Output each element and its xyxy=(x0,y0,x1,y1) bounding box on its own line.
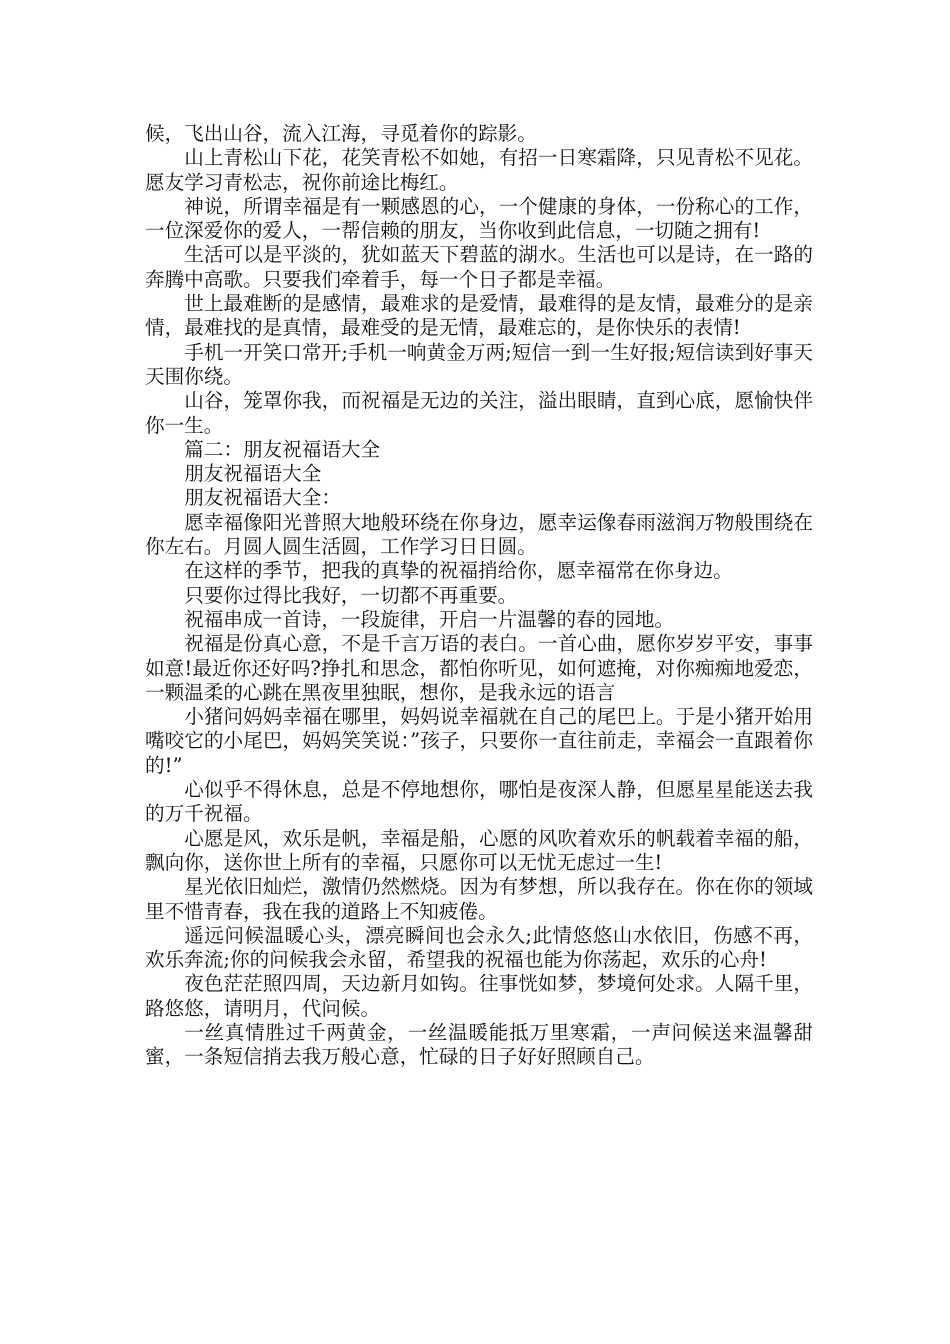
paragraph-16: 小猪问妈妈幸福在哪里，妈妈说幸福就在自己的尾巴上。于是小猪开始用嘴咬它的小尾巴，妈妈笑笑说：”孩子，只要你一直往前走，幸福会一直跟着你的!” xyxy=(145,705,813,777)
section-title: 朋友祝福语大全 xyxy=(184,462,322,486)
document-page xyxy=(145,122,813,1070)
paragraph-3: 神说，所谓幸福是有一颗感恩的心，一个健康的身体，一份称心的工作，一位深爱你的爱人，一帮信赖的朋友，当你收到此信息，一切随之拥有! xyxy=(145,194,813,243)
section-subtitle: 朋友祝福语大全： xyxy=(184,486,341,510)
paragraph-20: 遥远问候温暖心头，漂亮瞬间也会永久;此情悠悠山水依旧，伤感不再，欢乐奔流;你的问候我会永留，希望我的祝福也能为你荡起，欢乐的心舟! xyxy=(145,923,813,972)
paragraph-21: 夜色茫茫照四周，天边新月如钩。往事恍如梦，梦境何处求。人隔千里，路悠悠，请明月，代问候。 xyxy=(145,972,813,1020)
paragraph-2: 山上青松山下花，花笑青松不如她，有招一日寒霜降，只见青松不见花。愿友学习青松志，祝你前途比梅红。 xyxy=(145,146,813,194)
paragraph-17: 心似乎不得休息，总是不停地想你，哪怕是夜深人静，但愿星星能送去我的万千祝福。 xyxy=(145,778,813,826)
paragraph-7: 山谷，笼罩你我，而祝福是无边的关注，溢出眼睛，直到心底，愿愉快伴你一生。 xyxy=(145,389,813,437)
paragraph-15: 祝福是份真心意，不是千言万语的表白。一首心曲，愿你岁岁平安，事事如意!最近你还好吗?挣扎和思念，都怕你听见，如何遮掩，对你痴痴地爱恋，一颗温柔的心跳在黑夜里独眠，想你，是我永远的语言 xyxy=(145,632,813,704)
paragraph-6: 手机一开笑口常开;手机一响黄金万两;短信一到一生好报;短信读到好事天天围你绕。 xyxy=(145,340,813,388)
paragraph-5: 世上最难断的是感情，最难求的是爱情，最难得的是友情，最难分的是亲情，最难找的是真情，最难受的是无情，最难忘的，是你快乐的表情! xyxy=(145,292,813,340)
paragraph-14: 祝福串成一首诗，一段旋律，开启一片温馨的春的园地。 xyxy=(184,607,675,631)
paragraph-18: 心愿是风，欢乐是帆，幸福是船，心愿的风吹着欢乐的帆载着幸福的船，飘向你，送你世上所有的幸福，只愿你可以无忧无虑过一生! xyxy=(145,826,813,874)
paragraph-4: 生活可以是平淡的，犹如蓝天下碧蓝的湖水。生活也可以是诗，在一路的奔腾中高歌。只要我们牵着手，每一个日子都是幸福。 xyxy=(145,243,813,291)
paragraph-11: 愿幸福像阳光普照大地般环绕在你身边，愿幸运像春雨滋润万物般围绕在你左右。月圆人圆生活圆，工作学习日日圆。 xyxy=(145,510,813,559)
paragraph-1: 候，飞出山谷，流入江海，寻觅着你的踪影。 xyxy=(145,122,537,145)
section-heading: 篇二：朋友祝福语大全 xyxy=(184,437,381,461)
paragraph-19: 星光依旧灿烂，激情仍然燃烧。因为有梦想，所以我存在。你在你的领域里不惜青春，我在我的道路上不知疲倦。 xyxy=(145,875,813,923)
paragraph-13: 只要你过得比我好，一切都不再重要。 xyxy=(184,583,518,607)
paragraph-12: 在这样的季节，把我的真挚的祝福捎给你，愿幸福常在你身边。 xyxy=(184,559,733,583)
paragraph-22: 一丝真情胜过千两黄金，一丝温暖能抵万里寒霜，一声问候送来温馨甜蜜，一条短信捎去我万般心意，忙碌的日子好好照顾自己。 xyxy=(145,1020,813,1069)
